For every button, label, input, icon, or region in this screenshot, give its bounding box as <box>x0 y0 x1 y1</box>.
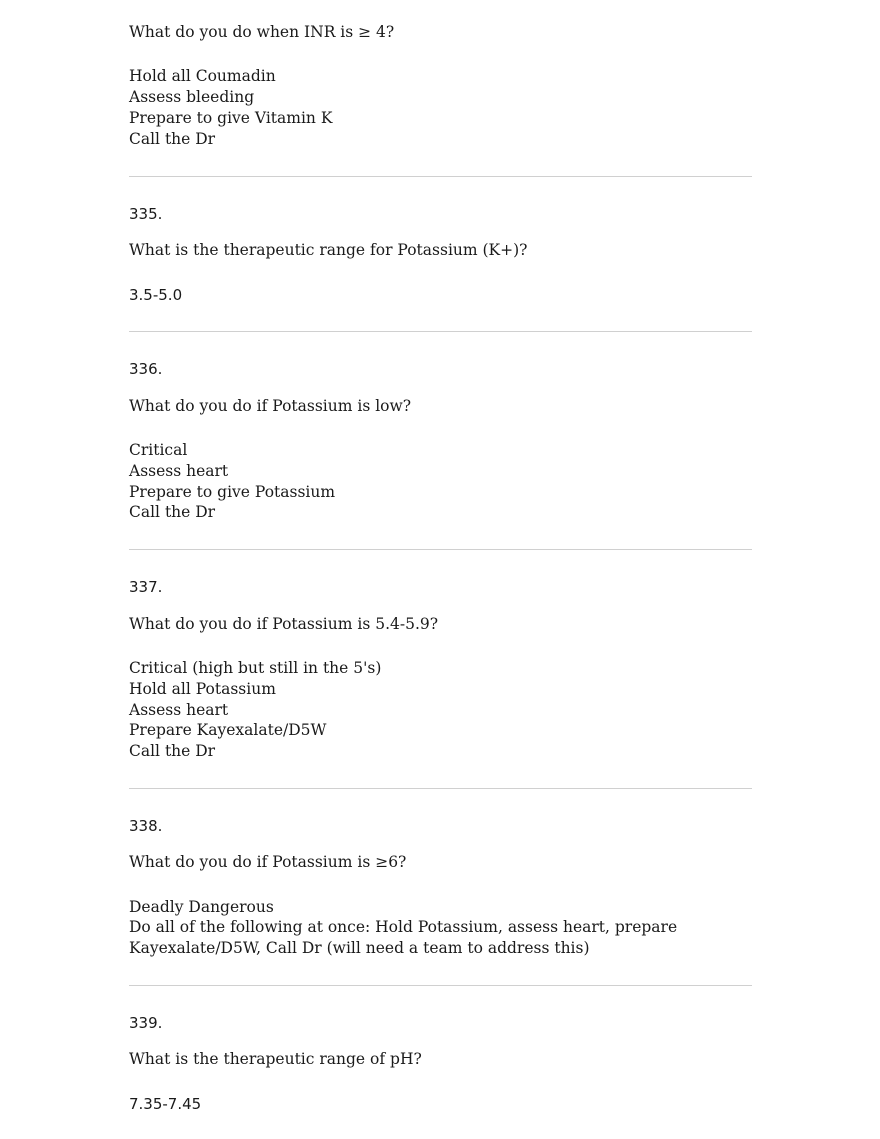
card-number: 336. <box>129 360 163 378</box>
card-answer-line: Call the Dr <box>129 503 216 521</box>
card-answer-line: 3.5-5.0 <box>129 286 183 304</box>
card-question: What do you do if Potassium is ≥6? <box>129 853 407 871</box>
card-answer-line: Prepare to give Vitamin K <box>129 109 333 127</box>
card-question: What is the therapeutic range of pH? <box>129 1050 422 1068</box>
card-answer-line: Assess heart <box>129 701 229 719</box>
card-answer-line: Critical <box>129 441 188 459</box>
card-answer-line: Prepare to give Potassium <box>129 483 336 501</box>
card-divider <box>129 176 752 177</box>
card-divider <box>129 985 752 986</box>
card-answer-line: Call the Dr <box>129 130 216 148</box>
card-number: 339. <box>129 1014 163 1032</box>
card-question: What do you do if Potassium is low? <box>129 397 412 415</box>
card-divider <box>129 331 752 332</box>
card-question: What do you do if Potassium is 5.4-5.9? <box>129 615 439 633</box>
card-answer-line: Prepare Kayexalate/D5W <box>129 721 327 739</box>
card-answer-line: Assess heart <box>129 462 229 480</box>
card-number: 335. <box>129 205 163 223</box>
card-question: What is the therapeutic range for Potassium (K+)? <box>129 241 528 259</box>
card-divider <box>129 549 752 550</box>
card-answer-line: Call the Dr <box>129 742 216 760</box>
card-answer-line: Assess bleeding <box>129 88 255 106</box>
card-answer-line: Hold all Potassium <box>129 680 276 698</box>
card-number: 337. <box>129 578 163 596</box>
card-answer-line: Do all of the following at once: Hold Potassium, assess heart, prepare <box>129 918 678 936</box>
card-answer-line: Deadly Dangerous <box>129 898 274 916</box>
card-answer-line: Kayexalate/D5W, Call Dr (will need a team to address this) <box>129 939 590 957</box>
card-question: What do you do when INR is ≥ 4? <box>129 23 395 41</box>
card-answer-line: 7.35-7.45 <box>129 1095 202 1113</box>
card-answer-line: Hold all Coumadin <box>129 67 276 85</box>
card-answer-line: Critical (high but still in the 5's) <box>129 659 382 677</box>
card-number: 338. <box>129 817 163 835</box>
card-divider <box>129 788 752 789</box>
